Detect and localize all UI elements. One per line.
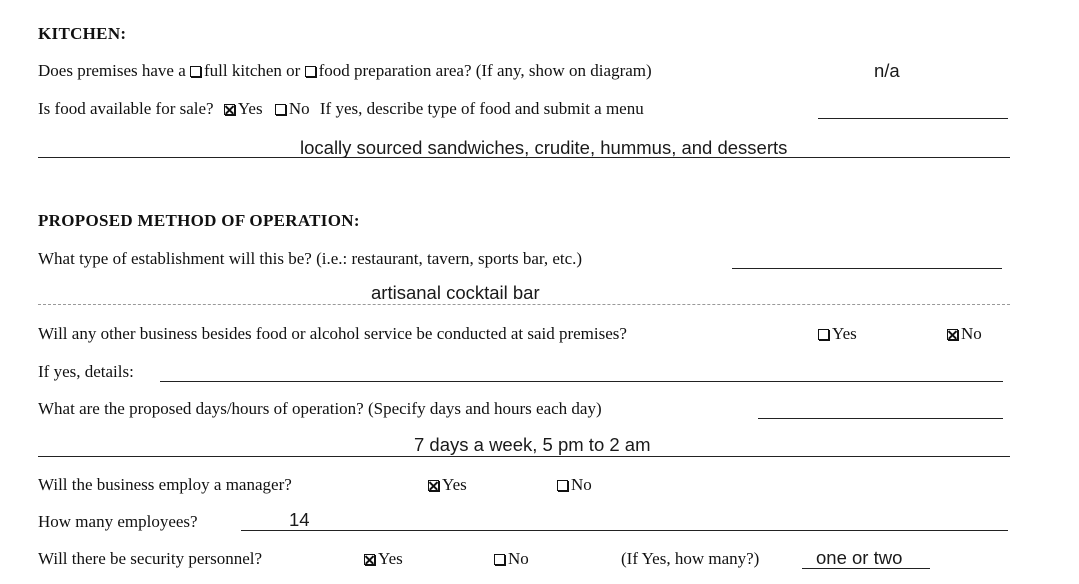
food-sale-yes-checkbox[interactable]: [224, 104, 235, 115]
manager-no-checkbox[interactable]: [557, 480, 568, 491]
other-business-no-label: No: [961, 324, 982, 343]
hours-answer[interactable]: 7 days a week, 5 pm to 2 am: [414, 434, 651, 455]
food-sale-no-checkbox[interactable]: [275, 104, 286, 115]
hours-line-2: [38, 456, 1010, 457]
kitchen-heading: KITCHEN:: [38, 24, 127, 43]
food-prep-label: food preparation area? (If any, show on diagram): [318, 61, 652, 80]
premises-question-text: Does premises have a: [38, 61, 186, 80]
details-line[interactable]: [160, 381, 1003, 382]
establishment-answer[interactable]: artisanal cocktail bar: [371, 282, 540, 303]
security-yes: [364, 549, 403, 569]
food-sale-text: Is food available for sale?: [38, 99, 214, 118]
details-label: If yes, details:: [38, 362, 134, 381]
food-sale-line-1: [818, 118, 1008, 119]
full-kitchen-checkbox[interactable]: [190, 66, 201, 77]
other-business-yes-checkbox[interactable]: [818, 329, 829, 340]
manager-no: [557, 475, 592, 495]
operation-heading: PROPOSED METHOD OF OPERATION:: [38, 211, 360, 230]
security-no-label: No: [508, 549, 529, 568]
food-prep-checkbox[interactable]: [305, 66, 316, 77]
manager-yes-label: Yes: [442, 475, 467, 494]
manager-question: Will the business employ a manager?: [38, 475, 292, 494]
employees-answer[interactable]: 14: [289, 509, 310, 530]
hours-line-1: [758, 418, 1003, 419]
manager-yes-checkbox[interactable]: [428, 480, 439, 491]
other-business-question: Will any other business besides food or alcohol service be conducted at said premises?: [38, 324, 627, 343]
establishment-line-2: [38, 304, 1010, 305]
food-sale-no-label: No: [288, 99, 310, 118]
security-no: [494, 549, 529, 569]
hours-question: What are the proposed days/hours of operation? (Specify days and hours each day): [38, 399, 602, 418]
establishment-line-1: [732, 268, 1002, 269]
premises-question: [38, 61, 652, 81]
food-type-answer[interactable]: locally sourced sandwiches, crudite, hummus, and desserts: [300, 137, 788, 158]
food-sale-question: [38, 99, 644, 119]
manager-yes: [428, 475, 467, 495]
manager-no-label: No: [571, 475, 592, 494]
other-business-no: [947, 324, 982, 344]
food-sale-yes-label: Yes: [237, 99, 263, 118]
security-line: [802, 568, 930, 569]
employees-question: How many employees?: [38, 512, 198, 531]
security-question: Will there be security personnel?: [38, 549, 263, 568]
employees-line: [241, 530, 1008, 531]
food-sale-describe-text: If yes, describe type of food and submit a menu: [319, 99, 644, 118]
establishment-question: What type of establishment will this be? (i.e.: restaurant, tavern, sports bar, etc.): [38, 249, 583, 268]
other-business-yes-label: Yes: [832, 324, 857, 343]
security-answer[interactable]: one or two: [816, 547, 903, 568]
security-no-checkbox[interactable]: [494, 554, 505, 565]
other-business-no-checkbox[interactable]: [947, 329, 958, 340]
security-yes-label: Yes: [378, 549, 403, 568]
security-how-many-label: (If Yes, how many?): [621, 549, 760, 568]
full-kitchen-label: full kitchen or: [204, 61, 301, 80]
premises-answer[interactable]: n/a: [874, 60, 900, 81]
other-business-yes: [818, 324, 857, 344]
security-yes-checkbox[interactable]: [364, 554, 375, 565]
